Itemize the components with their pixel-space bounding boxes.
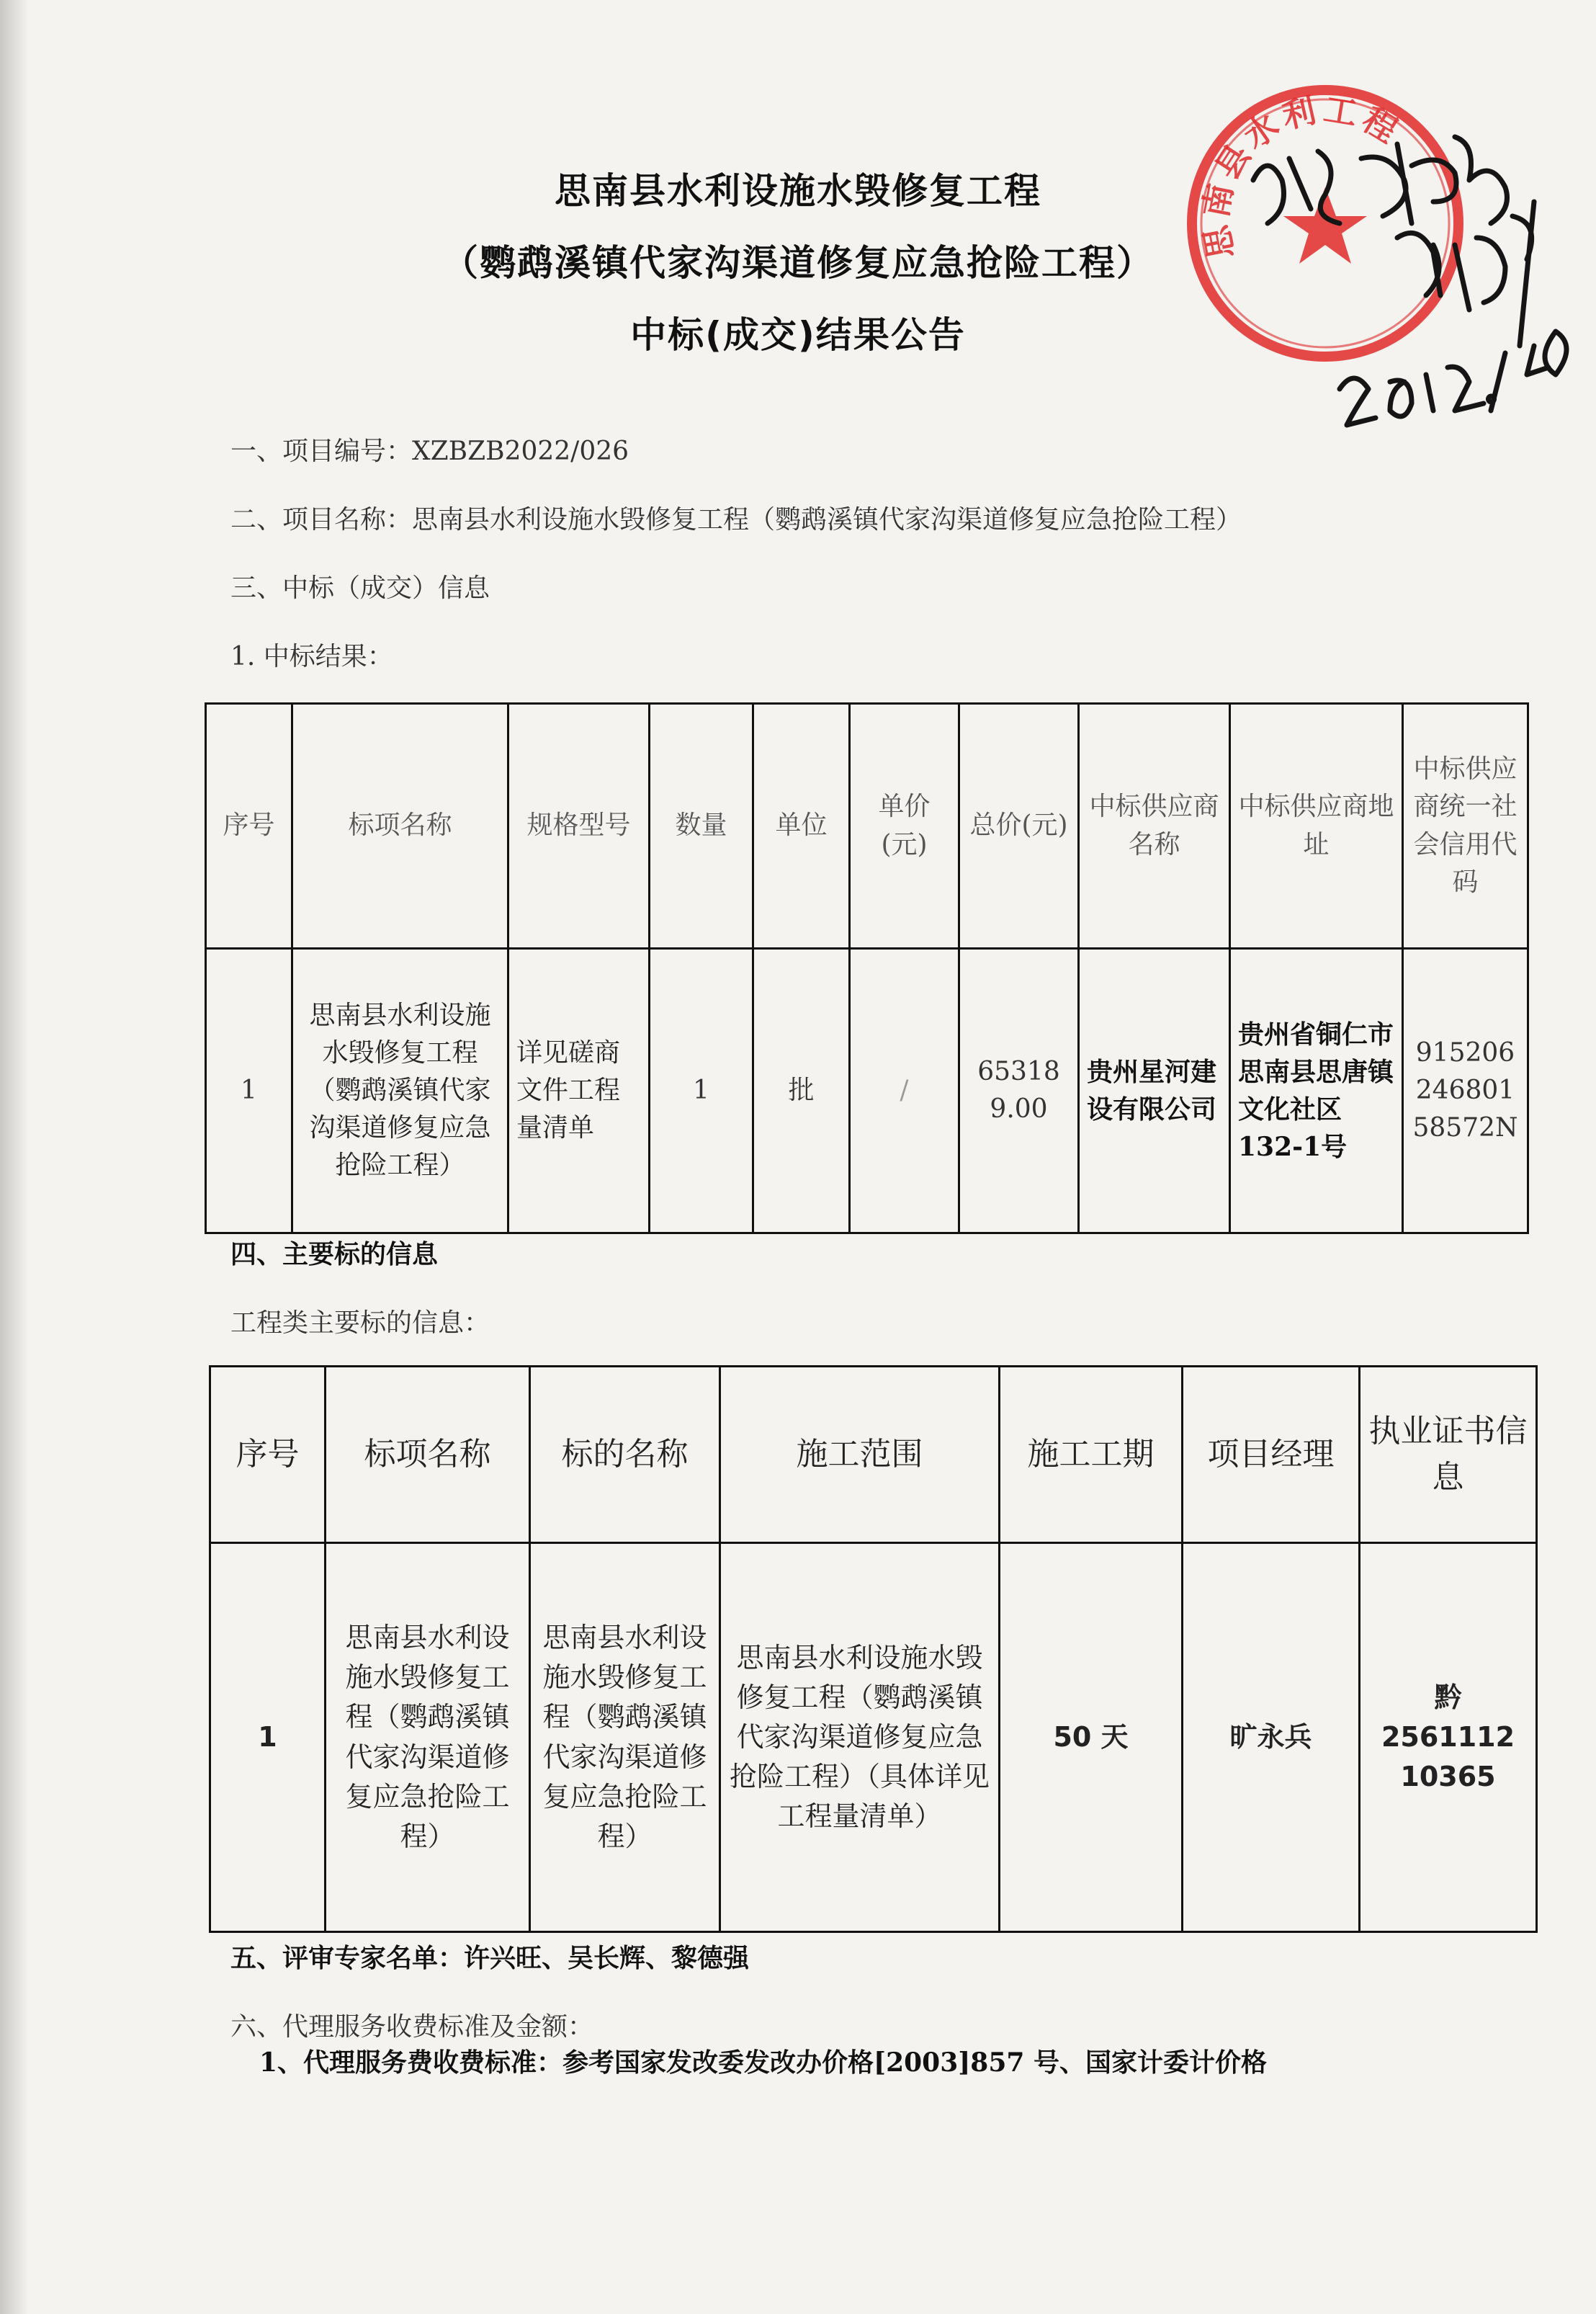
t1-cell-price: /	[850, 949, 959, 1233]
doc-title-line3: 中标(成交)结果公告	[630, 314, 966, 356]
t1-cell-supplier: 贵州星河建设有限公司	[1079, 949, 1230, 1233]
doc-title-line1: 思南县水利设施水毁修复工程	[555, 170, 1041, 212]
t1-cell-item: 思南县水利设施水毁修复工程（鹦鹉溪镇代家沟渠道修复应急抢险工程）	[292, 949, 508, 1233]
doc-title-line2: （鹦鹉溪镇代家沟渠道修复应急抢险工程）	[442, 242, 1154, 284]
t1-header-address: 中标供应商地址	[1230, 704, 1403, 949]
t1-header-seq: 序号	[206, 704, 292, 949]
section-project-name: 二、项目名称：思南县水利设施水毁修复工程（鹦鹉溪镇代家沟渠道修复应急抢险工程）	[230, 505, 1242, 535]
section-award-result: 1. 中标结果：	[230, 642, 393, 671]
t2-cell-manager: 旷永兵	[1183, 1543, 1360, 1932]
t1-header-supplier: 中标供应商名称	[1079, 704, 1230, 949]
t2-cell-item: 思南县水利设施水毁修复工程（鹦鹉溪镇代家沟渠道修复应急抢险工程）	[326, 1543, 530, 1932]
t2-header-manager: 项目经理	[1183, 1367, 1360, 1543]
t1-cell-spec: 详见磋商文件工程量清单	[508, 949, 650, 1233]
t1-cell-credit: 915206246801 58572N	[1403, 949, 1528, 1233]
t1-header-item: 标项名称	[292, 704, 508, 949]
section-main-targets: 四、主要标的信息	[230, 1239, 439, 1269]
t2-header-seq: 序号	[210, 1367, 326, 1543]
t1-header-price: 单价(元)	[850, 704, 959, 949]
t2-cell-target: 思南县水利设施水毁修复工程（鹦鹉溪镇代家沟渠道修复应急抢险工程）	[530, 1543, 720, 1932]
section-award-info: 三、中标（成交）信息	[230, 573, 490, 603]
main-target-table	[209, 1365, 1538, 1933]
t1-cell-address: 贵州省铜仁市思南县思唐镇文化社区132-1号	[1230, 949, 1403, 1233]
section-engineering-targets: 工程类主要标的信息：	[230, 1308, 490, 1338]
handwritten-signature	[1196, 94, 1596, 497]
t1-header-spec: 规格型号	[508, 704, 650, 949]
t2-cell-scope: 思南县水利设施水毁修复工程（鹦鹉溪镇代家沟渠道修复应急抢险工程）（具体详见工程量清单）	[720, 1543, 1000, 1932]
t2-cell-cert: 黔 2561112 10365	[1360, 1543, 1537, 1932]
t2-cell-period: 50 天	[1000, 1543, 1183, 1932]
t2-cell-seq: 1	[210, 1543, 326, 1932]
t2-header-item: 标项名称	[326, 1367, 530, 1543]
t1-cell-total: 653189.00	[959, 949, 1079, 1233]
t1-cell-seq: 1	[206, 949, 292, 1233]
t1-cell-qty: 1	[650, 949, 753, 1233]
t2-header-target: 标的名称	[530, 1367, 720, 1543]
section-fee-standard: 六、代理服务收费标准及金额：	[230, 2012, 594, 2042]
award-result-table	[205, 702, 1529, 1234]
section-fee-standard-detail: 1、代理服务费收费标准：参考国家发改委发改办价格[2003]857 号、国家计委计价格	[259, 2047, 1267, 2078]
t2-header-cert: 执业证书信息	[1360, 1367, 1537, 1543]
t1-header-total: 总价(元)	[959, 704, 1079, 949]
t2-header-period: 施工工期	[1000, 1367, 1183, 1543]
t1-header-unit: 单位	[753, 704, 850, 949]
t1-cell-unit: 批	[753, 949, 850, 1233]
t1-header-credit: 中标供应商统一社会信用代码	[1403, 704, 1528, 949]
t2-header-scope: 施工范围	[720, 1367, 1000, 1543]
t1-header-qty: 数量	[650, 704, 753, 949]
section-project-number: 一、项目编号：XZBZB2022/026	[230, 437, 629, 466]
section-experts: 五、评审专家名单：许兴旺、吴长辉、黎德强	[230, 1943, 750, 1973]
seal-text: 思南县水利工程	[1196, 89, 1408, 263]
